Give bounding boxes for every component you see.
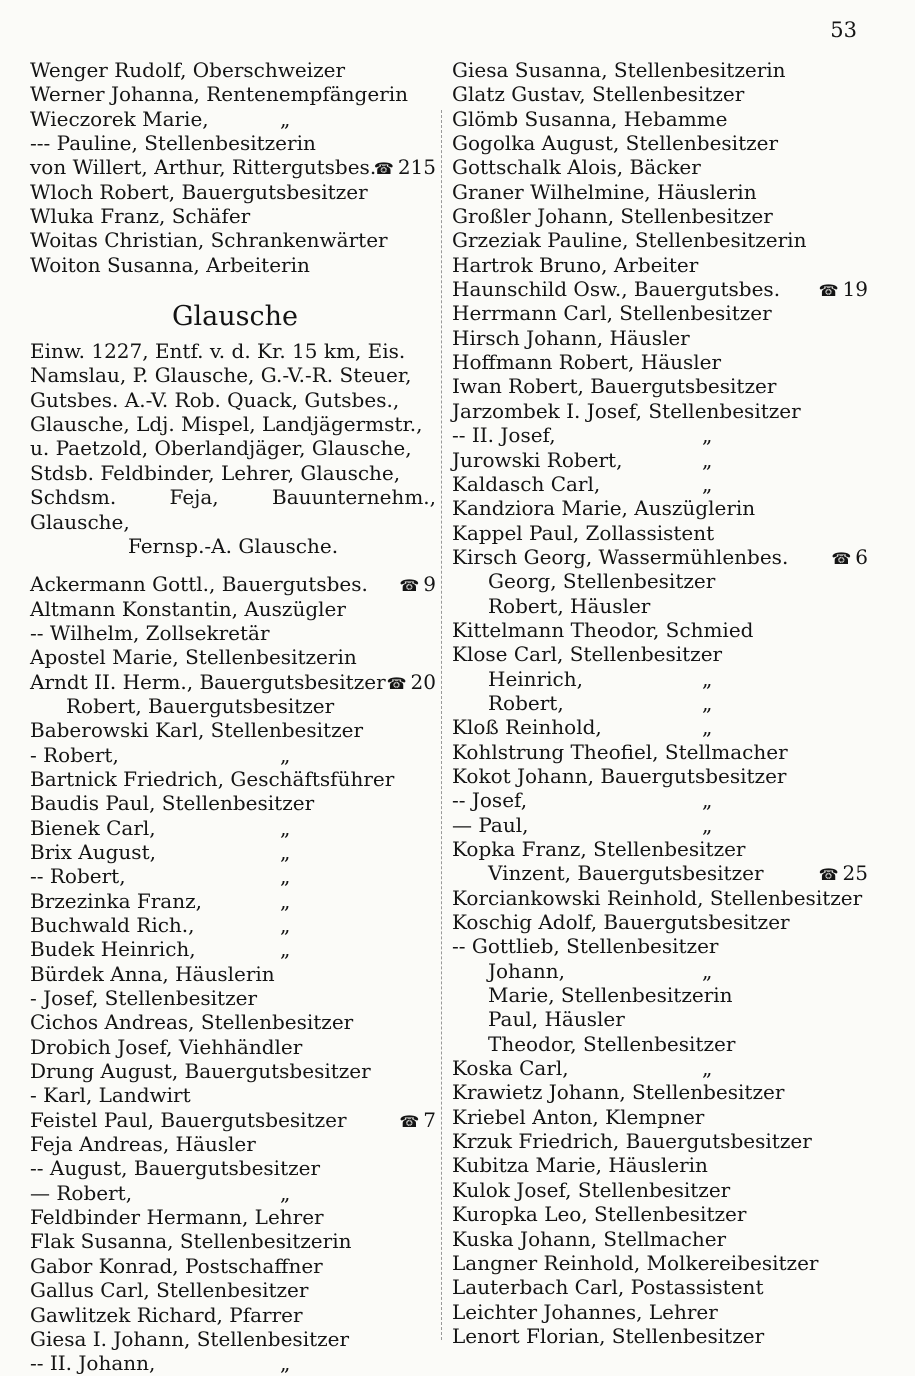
- list-item: [30, 572, 440, 596]
- entry-text: Cichos Andreas, Stellenbesitzer: [30, 1010, 354, 1035]
- phone-number-value: 215: [397, 155, 436, 180]
- entry-text: Kulok Josef, Stellenbesitzer: [452, 1177, 731, 1202]
- entry-text: Marie, Stellenbesitzerin: [488, 983, 733, 1008]
- entry-text: Kohlstrung Theofiel, Stellmacher: [452, 739, 788, 764]
- entry-text: Koska Carl,: [452, 1056, 569, 1081]
- list-item: [30, 1156, 440, 1180]
- entry-text: Baudis Paul, Stellenbesitzer: [30, 791, 315, 816]
- list-item: [452, 1324, 872, 1348]
- list-item: [30, 597, 440, 621]
- entry-text: Altmann Konstantin, Auszügler: [30, 596, 346, 621]
- list-item: [30, 767, 440, 791]
- list-item: [30, 645, 440, 669]
- list-item: [30, 889, 440, 913]
- list-item: [30, 694, 440, 718]
- telephone-icon: ☎: [386, 673, 407, 693]
- phone-number-value: 9: [423, 572, 436, 597]
- list-item: [30, 718, 440, 742]
- list-item: [30, 1229, 440, 1253]
- entry-text: Ackermann Gottl., Bauergutsbes.: [30, 572, 368, 597]
- entry-text: Haunschild Osw., Bauergutsbes.: [452, 277, 781, 302]
- phone-number-value: 19: [842, 277, 868, 302]
- ditto-mark: „: [702, 788, 713, 813]
- entry-text: Robert,: [488, 690, 564, 715]
- entry-text: -- Wilhelm, Zollsekretär: [30, 620, 270, 645]
- section-info-line: u. Paetzold, Oberlandjäger, Glausche,: [30, 436, 412, 461]
- phone-number-value: 7: [423, 1107, 436, 1132]
- entry-text: Gogolka August, Stellenbesitzer: [452, 131, 779, 156]
- phone-number-value: 6: [855, 544, 868, 569]
- entry-text: Woitas Christian, Schrankenwärter: [30, 228, 388, 253]
- phone-number: [819, 861, 868, 887]
- list-item: [30, 1351, 440, 1375]
- entry-text: Budek Heinrich,: [30, 937, 196, 962]
- entry-text: Herrmann Carl, Stellenbesitzer: [452, 301, 772, 326]
- list-item: [452, 910, 872, 934]
- list-item: [452, 642, 872, 666]
- entry-text: Feistel Paul, Bauergutsbesitzer: [30, 1107, 347, 1132]
- entry-text: Apostel Marie, Stellenbesitzerin: [30, 645, 357, 670]
- telephone-icon: ☎: [818, 865, 839, 885]
- list-item: [452, 326, 872, 350]
- list-item: [452, 569, 872, 593]
- section-info-line: Glausche, Ldj. Mispel, Landjägermstr.,: [30, 412, 423, 437]
- entry-text: Kriebel Anton, Klempner: [452, 1104, 705, 1129]
- phone-number: [819, 277, 868, 303]
- list-item: [452, 1153, 872, 1177]
- entry-text: Giesa I. Johann, Stellenbesitzer: [30, 1326, 350, 1351]
- entry-text: Koschig Adolf, Bauergutsbesitzer: [452, 910, 790, 935]
- ditto-mark: „: [280, 1180, 291, 1205]
- entry-text: Drung August, Bauergutsbesitzer: [30, 1059, 371, 1084]
- phone-number: [399, 1108, 436, 1134]
- section-info-line: Namslau, P. Glausche, G.-V.-R. Steuer,: [30, 363, 412, 388]
- section-info-line: Fernsp.-A. Glausche.: [127, 533, 339, 558]
- list-item: [452, 277, 872, 301]
- ditto-mark: „: [280, 913, 291, 937]
- entry-text: Robert, Bauergutsbesitzer: [66, 693, 335, 718]
- ditto-mark: „: [702, 447, 713, 472]
- list-item: [30, 1108, 440, 1132]
- list-item: [30, 1254, 440, 1278]
- list-item: [30, 1083, 440, 1107]
- entry-text: Hartrok Bruno, Arbeiter: [452, 252, 699, 277]
- entry-text: Jurowski Robert,: [452, 447, 623, 472]
- list-item: [30, 816, 440, 840]
- entry-text: Lauterbach Carl, Postassistent: [452, 1275, 764, 1300]
- entry-text: Heinrich,: [488, 666, 583, 691]
- list-item: [452, 594, 872, 618]
- section-info-line: Gutsbes. A.-V. Rob. Quack, Gutsbes.,: [30, 387, 400, 412]
- entry-text: -- Robert,: [30, 864, 126, 889]
- entry-text: -- August, Bauergutsbesitzer: [30, 1156, 321, 1181]
- entry-text: Robert, Häusler: [488, 593, 651, 618]
- entry-text: Gabor Konrad, Postschaffner: [30, 1253, 323, 1278]
- phone-number: [399, 572, 436, 598]
- list-item: [30, 1327, 440, 1351]
- telephone-icon: ☎: [818, 281, 839, 301]
- entry-text: Lenort Florian, Stellenbesitzer: [452, 1323, 765, 1348]
- list-item: [452, 521, 872, 545]
- entry-text: Brix August,: [30, 839, 156, 864]
- list-item: [452, 1251, 872, 1275]
- list-item: [452, 764, 872, 788]
- list-item: [452, 691, 872, 715]
- entry-text: Klose Carl, Stellenbesitzer: [452, 642, 723, 667]
- list-item: [30, 962, 440, 986]
- telephone-icon: ☎: [831, 548, 852, 568]
- entry-text: Glömb Susanna, Hebamme: [452, 106, 728, 131]
- entry-text: — Robert,: [30, 1180, 133, 1205]
- list-item: [452, 301, 872, 325]
- ditto-mark: „: [702, 690, 713, 715]
- section-info-line: Einw. 1227, Entf. v. d. Kr. 15 km, Eis.: [30, 339, 406, 364]
- list-item: [452, 813, 872, 837]
- list-item: [30, 1035, 440, 1059]
- entry-text: Vinzent, Bauergutsbesitzer: [488, 861, 764, 886]
- right-column: [452, 58, 872, 1348]
- ditto-mark: „: [280, 888, 291, 913]
- entry-text: Kaldasch Carl,: [452, 471, 601, 496]
- phone-number-value: 20: [410, 669, 436, 694]
- list-item: [452, 155, 872, 179]
- entry-text: Kittelmann Theodor, Schmied: [452, 617, 754, 642]
- entry-text: Kubitza Marie, Häuslerin: [452, 1153, 708, 1178]
- list-item: [452, 107, 872, 131]
- list-item: [452, 715, 872, 739]
- entry-text: Kokot Johann, Bauergutsbesitzer: [452, 763, 787, 788]
- list-item: [452, 472, 872, 496]
- list-item: [452, 1032, 872, 1056]
- section-title: Glausche: [171, 301, 299, 333]
- entry-text: Feldbinder Hermann, Lehrer: [30, 1205, 324, 1230]
- entry-text: Krawietz Johann, Stellenbesitzer: [452, 1080, 785, 1105]
- telephone-icon: ☎: [399, 1111, 420, 1131]
- list-item: [452, 983, 872, 1007]
- list-item: [30, 180, 440, 204]
- list-item: [30, 1181, 440, 1205]
- directory-list-right: [452, 58, 872, 1348]
- entry-text: Baberowski Karl, Stellenbesitzer: [30, 718, 364, 743]
- ditto-mark: „: [702, 958, 713, 983]
- ditto-mark: „: [702, 1056, 713, 1081]
- entry-text: Bartnick Friedrich, Geschäftsführer: [30, 766, 395, 791]
- entry-text: Georg, Stellenbesitzer: [488, 569, 716, 594]
- phone-number: [374, 155, 436, 181]
- section-info: [30, 339, 440, 558]
- entry-text: Drobich Josef, Viehhändler: [30, 1034, 303, 1059]
- entry-text: Bürdek Anna, Häuslerin: [30, 961, 275, 986]
- ditto-mark: „: [280, 742, 291, 767]
- left-column: [30, 58, 440, 1376]
- list-item: [452, 423, 872, 447]
- list-item: [30, 1303, 440, 1327]
- list-item: [452, 131, 872, 155]
- section-info-line: Schdsm. Feja, Bauunternehm., Glausche,: [30, 485, 436, 534]
- list-item: [452, 1202, 872, 1226]
- list-item: [30, 937, 440, 961]
- list-item: [30, 743, 440, 767]
- list-item: [452, 1080, 872, 1104]
- list-item: [452, 253, 872, 277]
- ditto-mark: „: [280, 937, 291, 962]
- list-item: [452, 399, 872, 423]
- page-number: 53: [830, 18, 857, 42]
- entry-text: Hoffmann Robert, Häusler: [452, 350, 722, 375]
- list-item: [452, 374, 872, 398]
- list-item: [452, 496, 872, 520]
- phone-number: [831, 545, 868, 571]
- list-item: [452, 1300, 872, 1324]
- ditto-mark: „: [280, 106, 291, 131]
- list-item: [30, 107, 440, 131]
- entry-text: -- II. Josef,: [452, 423, 556, 448]
- entry-text: Wluka Franz, Schäfer: [30, 204, 251, 229]
- entry-text: Kuska Johann, Stellmacher: [452, 1226, 727, 1251]
- list-item: [452, 1129, 872, 1153]
- entry-text: Giesa Susanna, Stellenbesitzerin: [452, 58, 786, 82]
- section-info-line: Stdsb. Feldbinder, Lehrer, Glausche,: [30, 460, 401, 485]
- entry-text: Werner Johanna, Rentenempfängerin: [30, 82, 409, 107]
- ditto-mark: „: [702, 666, 713, 691]
- column-divider: [441, 110, 442, 1340]
- list-item: [452, 837, 872, 861]
- entry-text: Graner Wilhelmine, Häuslerin: [452, 179, 757, 204]
- list-item: [30, 253, 440, 277]
- list-item: [452, 740, 872, 764]
- list-item: [452, 1056, 872, 1080]
- list-item: [30, 1278, 440, 1302]
- entry-text: Wloch Robert, Bauergutsbesitzer: [30, 179, 368, 204]
- ditto-mark: „: [702, 471, 713, 496]
- entry-text: -- II. Johann,: [30, 1351, 156, 1376]
- list-item: [30, 204, 440, 228]
- directory-list-bottom: [30, 572, 440, 1375]
- list-item: [452, 448, 872, 472]
- list-item: [30, 1059, 440, 1083]
- list-item: [452, 934, 872, 958]
- list-item: [30, 155, 440, 179]
- entry-text: Großler Johann, Stellenbesitzer: [452, 204, 773, 229]
- list-item: [30, 1132, 440, 1156]
- list-item: [452, 959, 872, 983]
- entry-text: -- Josef,: [452, 788, 528, 813]
- list-item: [452, 667, 872, 691]
- list-item: [452, 788, 872, 812]
- ditto-mark: „: [280, 815, 291, 840]
- list-item: [452, 1007, 872, 1031]
- list-item: [30, 986, 440, 1010]
- phone-number-value: 25: [842, 861, 868, 886]
- ditto-mark: „: [280, 864, 291, 889]
- entry-text: Jarzombek I. Josef, Stellenbesitzer: [452, 398, 801, 423]
- telephone-icon: ☎: [373, 159, 394, 179]
- entry-text: Woiton Susanna, Arbeiterin: [30, 252, 310, 277]
- entry-text: Gottschalk Alois, Bäcker: [452, 155, 701, 180]
- list-item: [30, 228, 440, 252]
- ditto-mark: „: [280, 1351, 291, 1376]
- entry-text: --- Pauline, Stellenbesitzerin: [30, 131, 316, 156]
- entry-text: von Willert, Arthur, Rittergutsbes.: [30, 155, 377, 180]
- list-item: [30, 82, 440, 106]
- entry-text: Buchwald Rich.,: [30, 913, 195, 937]
- entry-text: Kopka Franz, Stellenbesitzer: [452, 837, 746, 861]
- entry-text: Iwan Robert, Bauergutsbesitzer: [452, 374, 777, 399]
- entry-text: Arndt II. Herm., Bauergutsbesitzer: [30, 669, 386, 694]
- entry-text: Brzezinka Franz,: [30, 888, 202, 913]
- list-item: [452, 350, 872, 374]
- list-item: [452, 1105, 872, 1129]
- telephone-icon: ☎: [399, 576, 420, 596]
- list-item: [452, 1275, 872, 1299]
- entry-text: Grzeziak Pauline, Stellenbesitzerin: [452, 228, 807, 253]
- entry-text: Kuropka Leo, Stellenbesitzer: [452, 1202, 747, 1227]
- entry-text: Kirsch Georg, Wassermühlenbes.: [452, 544, 789, 569]
- entry-text: Leichter Johannes, Lehrer: [452, 1299, 718, 1324]
- entry-text: Flak Susanna, Stellenbesitzerin: [30, 1229, 352, 1254]
- entry-text: Johann,: [488, 958, 565, 983]
- list-item: [30, 131, 440, 155]
- phone-number: [387, 670, 436, 696]
- entry-text: Wenger Rudolf, Oberschweizer: [30, 58, 346, 82]
- entry-text: Paul, Häusler: [488, 1007, 625, 1032]
- entry-text: — Paul,: [452, 812, 529, 837]
- entry-text: - Robert,: [30, 742, 119, 767]
- list-item: [30, 1205, 440, 1229]
- directory-list-top: [30, 58, 440, 277]
- list-item: [452, 180, 872, 204]
- entry-text: Gallus Carl, Stellenbesitzer: [30, 1278, 309, 1303]
- entry-text: Kappel Paul, Zollassistent: [452, 520, 715, 545]
- entry-text: Langner Reinhold, Molkereibesitzer: [452, 1250, 819, 1275]
- list-item: [452, 545, 872, 569]
- list-item: [452, 228, 872, 252]
- list-item: [30, 621, 440, 645]
- list-item: [30, 840, 440, 864]
- list-item: [452, 58, 872, 82]
- list-item: [30, 864, 440, 888]
- entry-text: -- Gottlieb, Stellenbesitzer: [452, 934, 719, 959]
- entry-text: Hirsch Johann, Häusler: [452, 325, 690, 350]
- list-item: [30, 913, 440, 937]
- entry-text: Feja Andreas, Häusler: [30, 1132, 256, 1157]
- ditto-mark: „: [702, 423, 713, 448]
- list-item: [30, 670, 440, 694]
- entry-text: Bienek Carl,: [30, 815, 156, 840]
- list-item: [452, 1227, 872, 1251]
- entry-text: Kloß Reinhold,: [452, 715, 602, 740]
- entry-text: Krzuk Friedrich, Bauergutsbesitzer: [452, 1129, 812, 1154]
- entry-text: Glatz Gustav, Stellenbesitzer: [452, 82, 745, 107]
- entry-text: - Karl, Landwirt: [30, 1083, 191, 1108]
- list-item: [30, 58, 440, 82]
- list-item: [452, 1178, 872, 1202]
- list-item: [30, 791, 440, 815]
- ditto-mark: „: [280, 839, 291, 864]
- ditto-mark: „: [702, 715, 713, 740]
- list-item: [452, 82, 872, 106]
- ditto-mark: „: [702, 812, 713, 837]
- entry-text: Gawlitzek Richard, Pfarrer: [30, 1302, 303, 1327]
- entry-text: - Josef, Stellenbesitzer: [30, 986, 258, 1011]
- list-item: [452, 886, 872, 910]
- list-item: [452, 618, 872, 642]
- entry-text: Theodor, Stellenbesitzer: [488, 1031, 736, 1056]
- entry-text: Kandziora Marie, Auszüglerin: [452, 496, 756, 521]
- list-item: [452, 204, 872, 228]
- entry-text: Korciankowski Reinhold, Stellenbesitzer: [452, 885, 863, 910]
- list-item: [452, 861, 872, 885]
- entry-text: Wieczorek Marie,: [30, 106, 209, 131]
- list-item: [30, 1010, 440, 1034]
